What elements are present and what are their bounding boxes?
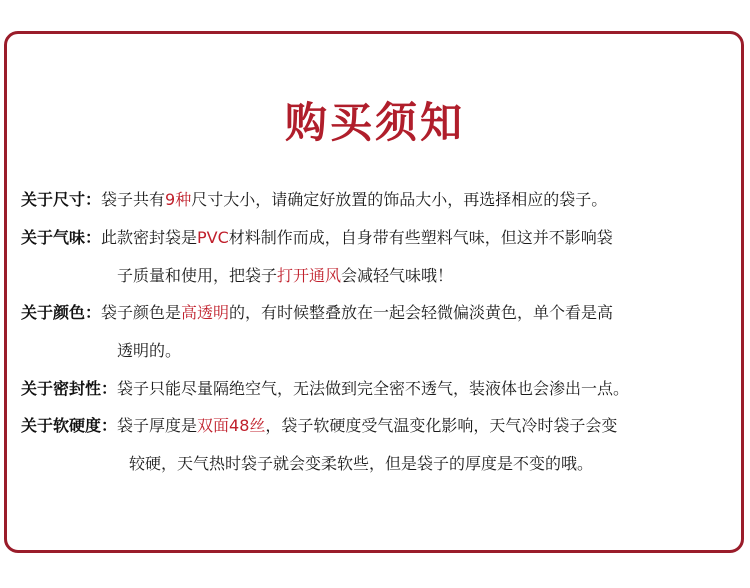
item-text: 透明的。: [117, 341, 182, 360]
item-highlight: 打开通风: [277, 266, 342, 285]
item-text: 子质量和使用，把袋子: [117, 266, 278, 285]
item-text: 较硬，天气热时袋子就会变柔软些，但是袋子的厚度是不变的哦。: [129, 454, 594, 473]
notice-item-sealing: [21, 373, 732, 405]
page-title: 购买须知: [284, 98, 465, 147]
item-label: 关于密封性：: [21, 379, 118, 398]
item-text: 袋子共有: [101, 190, 166, 209]
item-text: 袋子只能尽量隔绝空气，无法做到完全密不透气，装液体也会渗出一点。: [117, 379, 630, 398]
item-continuation: [21, 260, 732, 292]
notice-item-hardness: [21, 410, 732, 480]
item-highlight: PVC: [197, 228, 229, 247]
item-text: 袋子厚度是: [117, 416, 198, 435]
item-text: 的，有时候整叠放在一起会轻微偏淡黄色，单个看是高: [229, 303, 614, 322]
notice-item-color: [21, 297, 732, 367]
item-highlight: 双面48丝: [197, 416, 266, 435]
item-text: 尺寸大小，请确定好放置的饰品大小，再选择相应的袋子。: [191, 190, 608, 209]
item-label: 关于尺寸：: [21, 190, 102, 209]
notice-item-smell: [21, 222, 732, 292]
item-continuation: [21, 335, 732, 367]
notice-item-size: [21, 184, 732, 216]
item-highlight: 9种: [165, 190, 192, 209]
item-text: 会减轻气味哦！: [341, 266, 454, 285]
item-text: 此款密封袋是: [101, 228, 198, 247]
item-label: 关于颜色：: [21, 303, 102, 322]
item-text: 材料制作而成，自身带有些塑料气味，但这并不影响袋: [228, 228, 613, 247]
item-highlight: 高透明: [181, 303, 230, 322]
item-label: 关于软硬度：: [21, 416, 118, 435]
item-text: ，袋子软硬度受气温变化影响，天气冷时袋子会变: [265, 416, 618, 435]
item-continuation: [21, 448, 732, 480]
item-label: 关于气味：: [21, 228, 102, 247]
item-text: 袋子颜色是: [101, 303, 182, 322]
